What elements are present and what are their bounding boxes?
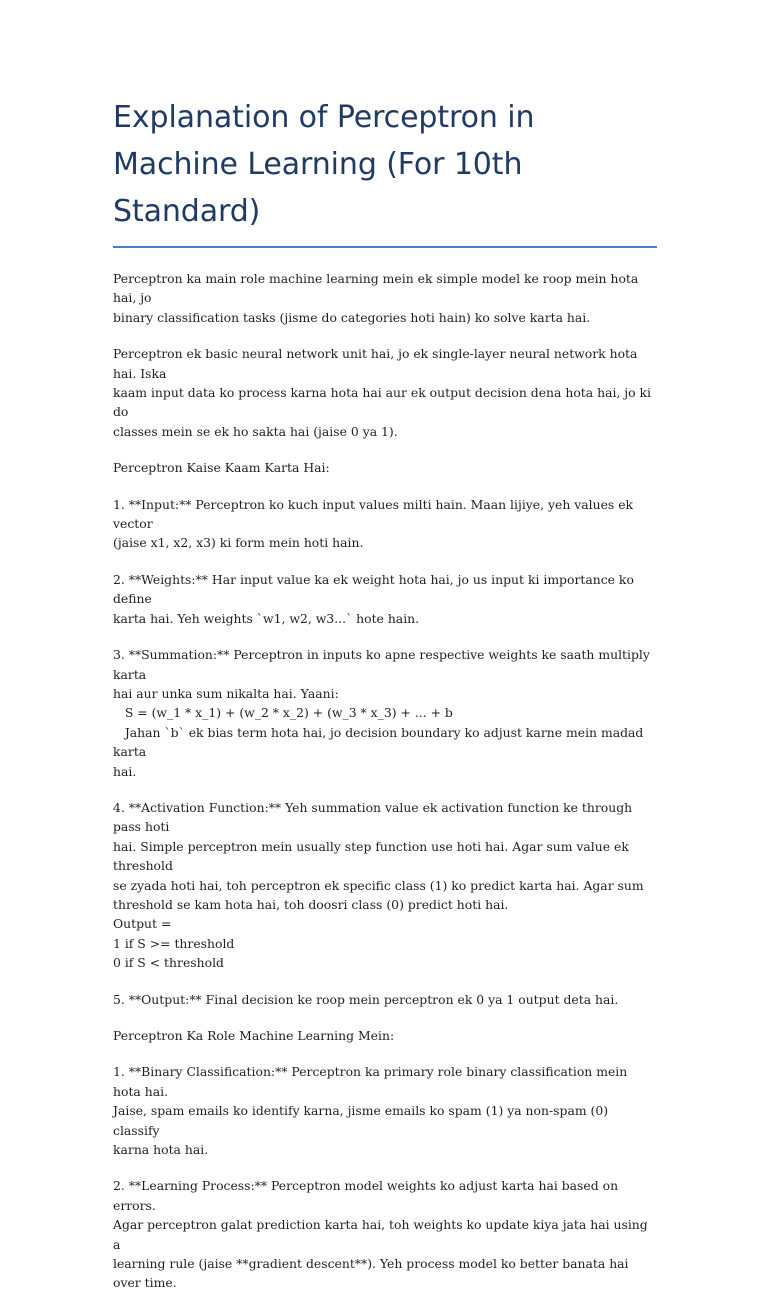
text-line: 3. **Summation:** Perceptron in inputs ko apne respective weights ke saath multiply karta <box>113 647 654 682</box>
text-line: binary classification tasks (jisme do categories hoti hain) ko solve karta hai. <box>113 309 591 325</box>
paragraph <box>113 990 656 1009</box>
text-line: 4. **Activation Function:** Yeh summation value ek activation function ke through pass hoti <box>113 799 637 835</box>
text-line: karta hai. Yeh weights `w1, w2, w3...` hote hain. <box>113 610 420 626</box>
title-line: Learning (For 10th Standard) <box>113 147 523 229</box>
document-title <box>113 94 656 235</box>
text-line: hai. <box>113 763 137 779</box>
text-line: Jahan `b` ek bias term hota hai, jo decision boundary ko adjust karne mein madad karta <box>113 724 648 760</box>
text-line: S = (w_1 * x_1) + (w_2 * x_2) + (w_3 * x_3) + ... + b <box>113 705 453 721</box>
text-line: se zyada hoti hai, toh perceptron ek specific class (1) ko predict karta hai. Agar sum <box>113 877 644 893</box>
paragraph <box>113 458 656 477</box>
text-line: 2. **Learning Process:** Perceptron model weights ko adjust karta hai based on errors. <box>113 1178 623 1213</box>
paragraph <box>113 570 656 628</box>
title-line: Explanation of Perceptron in Machine <box>113 100 535 182</box>
text-line: 0 if S < threshold <box>113 955 224 971</box>
text-line: 2. **Weights:** Har input value ka ek weight hota hai, jo us input ki importance ko define <box>113 571 638 607</box>
paragraph <box>113 798 656 973</box>
paragraph <box>113 269 656 327</box>
text-line: Jaise, spam emails ko identify karna, jisme emails ko spam (1) ya non-spam (0) classify <box>113 1103 613 1138</box>
text-line: Perceptron Kaise Kaam Karta Hai: <box>113 460 330 476</box>
text-line: 5. **Output:** Final decision ke roop mein perceptron ek 0 ya 1 output deta hai. <box>113 991 619 1007</box>
text-line: Perceptron ka main role machine learning mein ek simple model ke roop mein hota hai, jo <box>113 271 643 306</box>
text-line: karna hota hai. <box>113 1142 209 1158</box>
text-line: classes mein se ek ho sakta hai (jaise 0 ya 1). <box>113 423 398 439</box>
paragraph <box>113 344 656 441</box>
text-line: (jaise x1, x2, x3) ki form mein hoti hain. <box>113 535 364 551</box>
text-line: threshold se kam hota hai, toh doosri class (0) predict hoti hai. <box>113 896 509 912</box>
text-line: Perceptron Ka Role Machine Learning Mein: <box>113 1028 395 1043</box>
text-line: kaam input data ko process karna hota hai aur ek output decision dena hota hai, jo ki do <box>113 385 655 420</box>
paragraph <box>113 1176 656 1292</box>
text-line: 1. **Input:** Perceptron ko kuch input values milti hain. Maan lijiye, yeh values ek vector <box>113 496 637 532</box>
text-line: Perceptron ek basic neural network unit hai, jo ek single-layer neural network hota hai. Iska <box>113 346 642 381</box>
paragraph <box>113 495 656 553</box>
text-line: 1. **Binary Classification:** Perceptron ka primary role binary classification mein hota hai. <box>113 1064 632 1099</box>
text-line: hai aur unka sum nikalta hai. Yaani: <box>113 685 339 701</box>
text-line: 1 if S >= threshold <box>113 935 235 951</box>
text-line: Output = <box>113 916 172 932</box>
paragraph <box>113 1026 656 1045</box>
paragraph <box>113 1062 656 1159</box>
text-line: learning rule (jaise **gradient descent**). Yeh process model ko better banata hai over time. <box>113 1256 633 1291</box>
paragraph <box>113 645 656 781</box>
document-body <box>113 269 656 1293</box>
text-line: Agar perceptron galat prediction karta hai, toh weights ko update kiya jata hai using a <box>113 1217 652 1252</box>
title-underline-rule <box>113 246 657 248</box>
text-line: hai. Simple perceptron mein usually step function use hoti hai. Agar sum value ek threshold <box>113 838 633 874</box>
